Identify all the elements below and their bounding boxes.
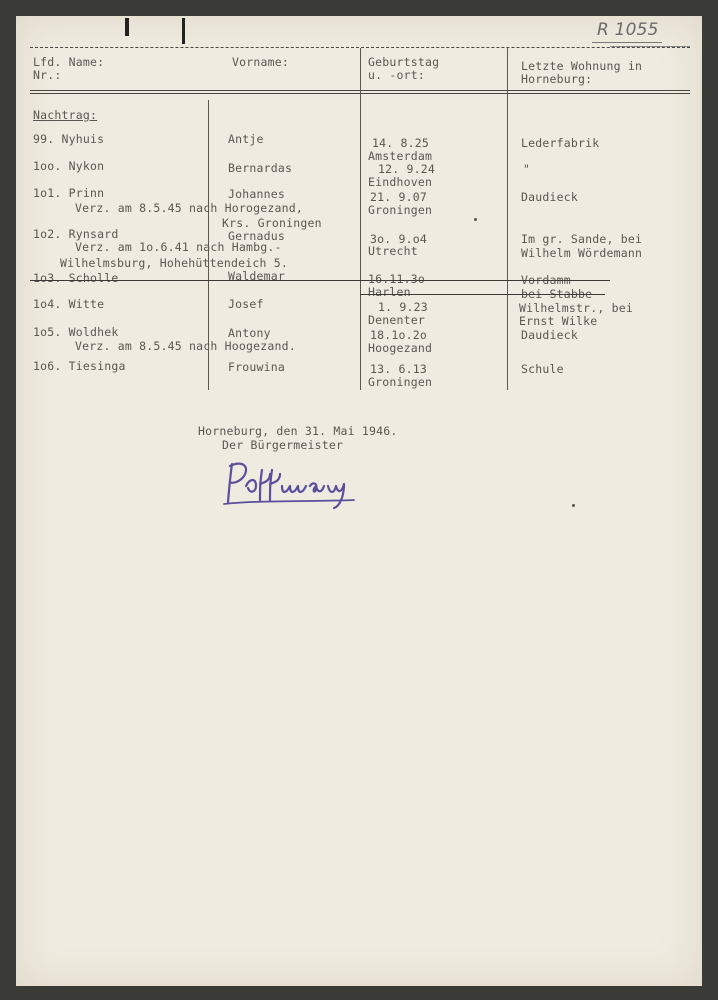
row-wohnung: Vordamm — [521, 273, 571, 287]
row-vorname: Gernadus — [228, 229, 285, 243]
row-note: Verz. am 1o.6.41 nach Hambg.- — [75, 240, 282, 254]
header-lfd-name: Lfd. Name: — [33, 55, 105, 69]
header-ort: u. -ort: — [368, 68, 425, 82]
row-vorname: Antony — [228, 326, 271, 340]
row-date: 13. 6.13 — [370, 362, 427, 376]
header-horneburg: Horneburg: — [521, 72, 593, 86]
punch-mark — [125, 18, 129, 36]
row-wohnung: Wilhelm Wördemann — [521, 246, 643, 260]
row-date: 21. 9.07 — [370, 190, 427, 204]
row-wohnung: " — [523, 162, 531, 176]
row-vorname: Josef — [228, 297, 264, 311]
row-date: 1. 9.23 — [378, 300, 428, 314]
header-nr: Nr.: — [33, 68, 62, 82]
row-nr-name: 99. Nyhuis — [33, 132, 105, 146]
row-nr-name: 1o1. Prinn — [33, 186, 105, 200]
row-wohnung: Daudieck — [521, 328, 578, 342]
row-vorname: Waldemar — [228, 269, 285, 283]
row-place: Eindhoven — [368, 175, 433, 189]
row-note: Verz. am 8.5.45 nach Horogezand, — [75, 201, 303, 215]
row-date: 3o. 9.o4 — [370, 232, 427, 246]
header-letzte-wohnung: Letzte Wohnung in — [521, 59, 643, 73]
footer-place-date: Horneburg, den 31. Mai 1946. — [198, 424, 398, 438]
row-date: 12. 9.24 — [378, 162, 435, 176]
row-nr-name: 1o4. Witte — [33, 297, 105, 311]
row-place: Hoogezand — [368, 341, 433, 355]
row-note: Krs. Groningen — [222, 216, 322, 230]
row-wohnung: Ernst Wilke — [519, 314, 598, 328]
row-vorname: Frouwina — [228, 360, 285, 374]
column-divider — [360, 48, 361, 390]
row-vorname: Bernardas — [228, 161, 293, 175]
row-place: Utrecht — [368, 244, 418, 258]
row-place: Groningen — [368, 375, 433, 389]
column-divider — [507, 48, 508, 390]
punch-mark — [182, 18, 185, 44]
row-wohnung: Daudieck — [521, 190, 578, 204]
row-vorname: Antje — [228, 132, 264, 146]
row-place: Denenter — [368, 313, 425, 327]
strike-line — [30, 280, 610, 281]
row-place: Amsterdam — [368, 149, 433, 163]
archive-underline — [592, 42, 662, 43]
row-nr-name: 1o6. Tiesinga — [33, 359, 126, 373]
row-note: Wilhelmsburg, Hohehüttendeich 5. — [60, 256, 288, 270]
row-place: Harlen — [368, 285, 411, 299]
section-title: Nachtrag: — [33, 108, 98, 122]
header-vorname: Vorname: — [232, 55, 289, 69]
row-wohnung: Wilhelmstr., bei — [519, 301, 633, 315]
row-nr-name: 1oo. Nykon — [33, 159, 105, 173]
row-wohnung: Im gr. Sande, bei — [521, 232, 643, 246]
ink-speck — [474, 218, 477, 221]
row-nr-name: 1o3. Scholle — [33, 271, 119, 285]
strike-line — [360, 294, 605, 295]
row-date: 14. 8.25 — [372, 136, 429, 150]
row-nr-name: 1o5. Woldhek — [33, 325, 119, 339]
row-vorname: Johannes — [228, 187, 285, 201]
row-note: Verz. am 8.5.45 nach Hoogezand. — [75, 339, 296, 353]
row-date: 18.1o.2o — [370, 328, 427, 342]
archive-number: R 1055 — [597, 20, 659, 40]
footer-title: Der Bürgermeister — [222, 438, 344, 452]
row-wohnung: Lederfabrik — [521, 136, 600, 150]
row-date: 16.11.3o — [368, 272, 425, 286]
row-wohnung: bei Stabbe — [521, 287, 593, 301]
row-nr-name: 1o2. Rynsard — [33, 227, 119, 241]
header-geburtstag: Geburtstag — [368, 55, 440, 69]
row-wohnung: Schule — [521, 362, 564, 376]
row-place: Groningen — [368, 203, 433, 217]
ink-speck — [572, 504, 575, 507]
signature — [220, 456, 360, 511]
